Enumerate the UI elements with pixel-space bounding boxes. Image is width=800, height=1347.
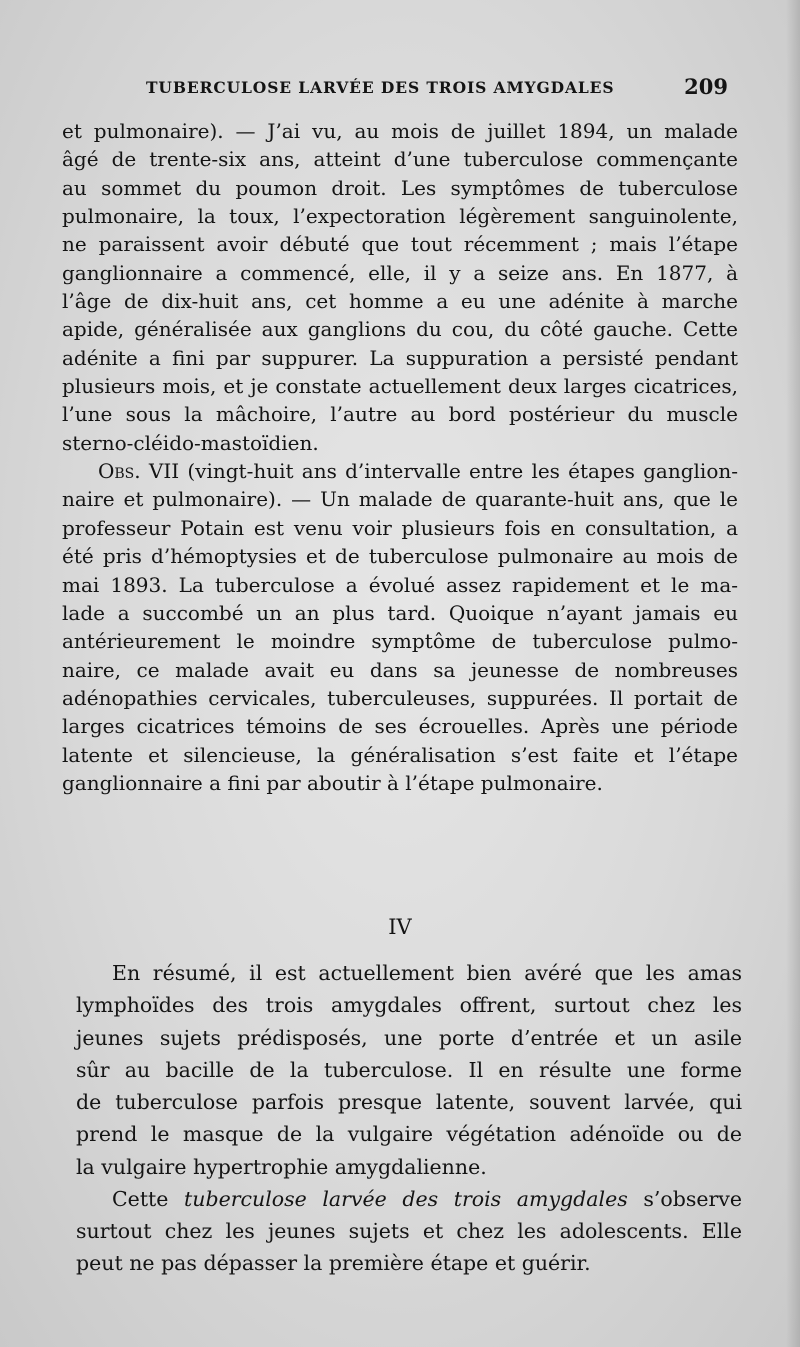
summary-text-block xyxy=(76,957,742,1280)
text-line: peut ne pas dépasser la première étape et guérir. xyxy=(76,1251,591,1276)
obs-label: Obs. xyxy=(98,459,141,484)
text-line: antérieurement le moindre symptôme de tuberculose pulmo- xyxy=(62,629,738,654)
text-line: jeunes sujets prédisposés, une porte d’entrée et un asile xyxy=(76,1025,742,1050)
text-line: larges cicatrices témoins de ses écrouelles. Après une période xyxy=(62,714,738,739)
running-head-title: TUBERCULOSE LARVÉE DES TROIS AMYGDALES xyxy=(146,78,615,97)
text-line: apide, généralisée aux ganglions du cou, du côté gauche. Cette xyxy=(62,317,738,342)
italic-phrase: tuberculose larvée des trois amygdales xyxy=(184,1186,628,1211)
text-line: adénite a fini par suppurer. La suppuration a persisté pendant xyxy=(62,345,738,370)
text-line: au sommet du poumon droit. Les symptômes de tuberculose xyxy=(62,175,738,200)
text-line: ne paraissent avoir débuté que tout récemment ; mais l’étape xyxy=(62,232,738,257)
text-line: été pris d’hémoptysies et de tuberculose pulmonaire au mois de xyxy=(62,544,738,569)
obs-first-line-rest: VII (vingt-huit ans d’intervalle entre les étapes ganglion- xyxy=(140,459,738,484)
text-line: En résumé, il est actuellement bien avéré que les amas xyxy=(112,961,742,985)
text-line: sterno-cléido-mastoïdien. xyxy=(62,430,319,455)
text-line: plusieurs mois, et je constate actuellement deux larges cicatrices, xyxy=(62,374,738,399)
text-line: lymphoïdes des trois amygdales offrent, surtout chez les xyxy=(76,993,742,1018)
text-line: l’une sous la mâchoire, l’autre au bord postérieur du muscle xyxy=(62,402,738,427)
text-line: adénopathies cervicales, tuberculeuses, suppurées. Il portait de xyxy=(62,685,738,710)
text-line: ganglionnaire a commencé, elle, il y a seize ans. En 1877, à xyxy=(62,260,738,285)
observation-text-block xyxy=(62,117,738,797)
cette-first-line xyxy=(76,1183,742,1215)
cette-end: s’observe xyxy=(627,1186,742,1211)
cette-start: Cette xyxy=(112,1186,185,1211)
text-line: naire et pulmonaire). — Un malade de quarante-huit ans, que le xyxy=(62,487,738,512)
text-line: la vulgaire hypertrophie amygdalienne. xyxy=(76,1154,487,1179)
text-line: de tuberculose parfois presque latente, souvent larvée, qui xyxy=(76,1090,742,1114)
page-edge-shadow xyxy=(786,0,800,1347)
text-line: âgé de trente-six ans, atteint d’une tuberculose commençante xyxy=(62,147,738,172)
observation-vii-first-line xyxy=(62,457,738,485)
text-line: et pulmonaire). — J’ai vu, au mois de juillet 1894, un malade xyxy=(62,119,738,143)
page-number: 209 xyxy=(684,74,728,99)
text-line: prend le masque de la vulgaire végétation adénoïde ou de xyxy=(76,1122,742,1147)
section-heading: IV xyxy=(388,915,412,939)
text-line: latente et silencieuse, la généralisation s’est faite et l’étape xyxy=(62,742,738,767)
text-line: pulmonaire, la toux, l’expectoration légèrement sanguinolente, xyxy=(62,204,738,229)
running-head xyxy=(60,74,740,104)
text-line: naire, ce malade avait eu dans sa jeunesse de nombreuses xyxy=(62,657,738,682)
text-line: lade a succombé un an plus tard. Quoique n’ayant jamais eu xyxy=(62,600,738,625)
text-line: l’âge de dix-huit ans, cet homme a eu une adénite à marche xyxy=(62,289,738,314)
text-line: professeur Potain est venu voir plusieurs fois en consultation, a xyxy=(62,515,738,540)
text-line: ganglionnaire a fini par aboutir à l’étape pulmonaire. xyxy=(62,770,603,795)
text-line: surtout chez les jeunes sujets et chez les adolescents. Elle xyxy=(76,1219,742,1243)
text-line: mai 1893. La tuberculose a évolué assez rapidement et le ma- xyxy=(62,572,738,597)
text-line: sûr au bacille de la tuberculose. Il en résulte une forme xyxy=(76,1057,742,1082)
